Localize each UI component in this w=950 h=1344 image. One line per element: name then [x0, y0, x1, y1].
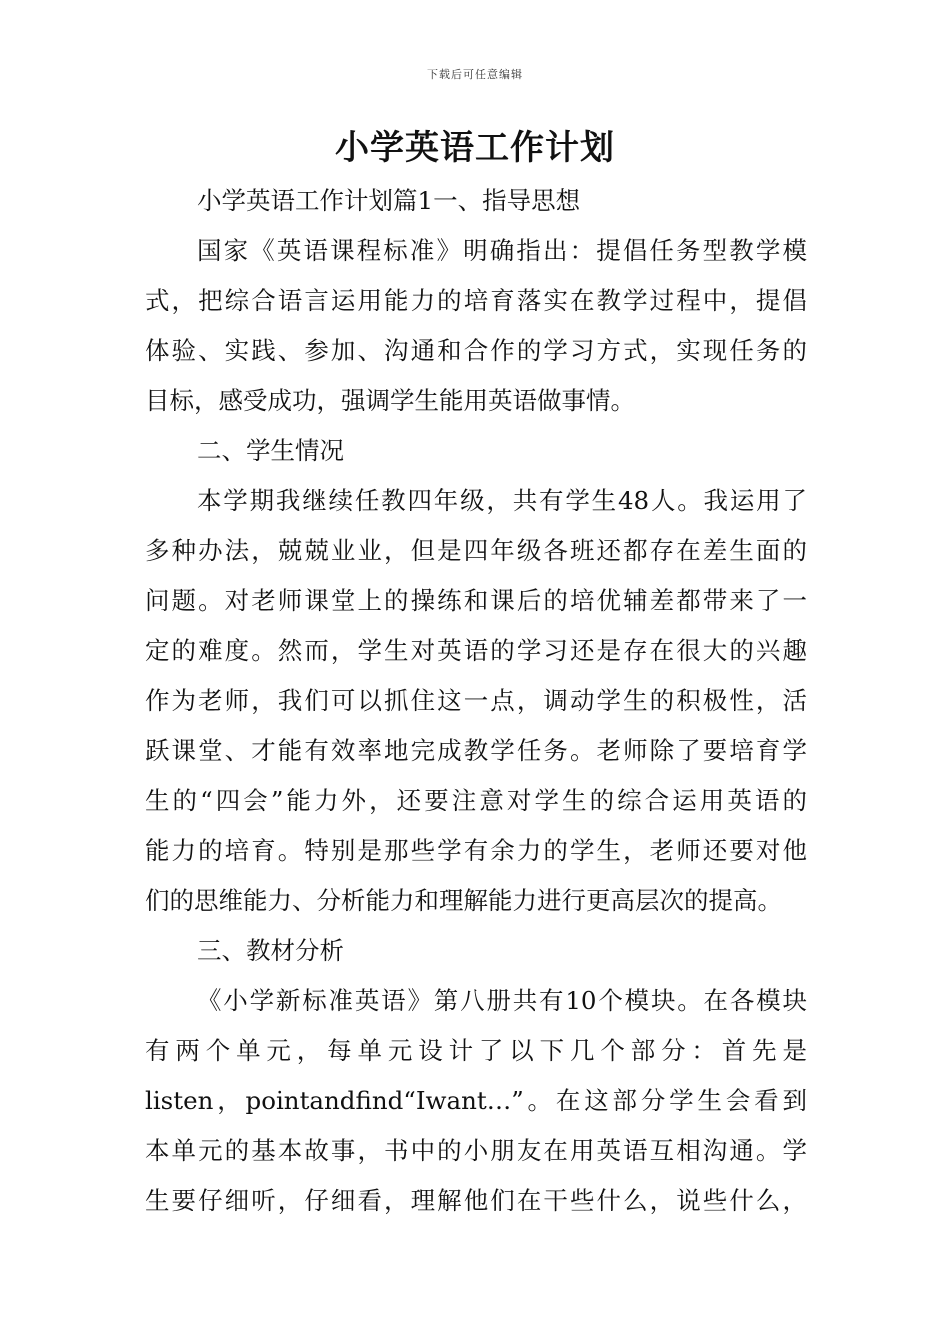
heading-student-situation: 二、学生情况: [197, 436, 344, 465]
paragraph-line: 定的难度。然而，学生对英语的学习还是存在很大的兴趣: [145, 636, 807, 665]
paragraph-line: 作为老师，我们可以抓住这一点，调动学生的积极性，活: [145, 686, 807, 715]
heading-guiding-thought: 小学英语工作计划篇1一、指导思想: [197, 186, 581, 215]
paragraph-line: 能力的培育。特别是那些学有余力的学生，老师还要对他: [145, 836, 807, 865]
paragraph-line: 多种办法，兢兢业业，但是四年级各班还都存在差生面的: [145, 536, 807, 565]
paragraph-line: 国家《英语课程标准》明确指出：提倡任务型教学模: [197, 236, 807, 265]
paragraph-line: 生的“四会”能力外，还要注意对学生的综合运用英语的: [145, 786, 807, 815]
paragraph-line: listen，pointandfind“Iwant…”。在这部分学生会看到: [145, 1086, 807, 1115]
document-title: 小学英语工作计划: [335, 128, 615, 168]
paragraph-line: 式，把综合语言运用能力的培育落实在教学过程中，提倡: [145, 286, 807, 315]
paragraph-line: 体验、实践、参加、沟通和合作的学习方式，实现任务的: [145, 336, 807, 365]
paragraph-line: 生要仔细听，仔细看，理解他们在干些什么，说些什么，: [145, 1186, 807, 1215]
paragraph-line: 们的思维能力、分析能力和理解能力进行更高层次的提高。: [145, 886, 782, 915]
paragraph-line: 跃课堂、才能有效率地完成教学任务。老师除了要培育学: [145, 736, 807, 765]
paragraph-line: 本学期我继续任教四年级，共有学生48人。我运用了: [197, 486, 807, 515]
paragraph-line: 目标，感受成功，强调学生能用英语做事情。: [145, 386, 635, 415]
header-note: 下载后可任意编辑: [427, 68, 523, 81]
heading-textbook-analysis: 三、教材分析: [197, 936, 344, 965]
paragraph-line: 《小学新标准英语》第八册共有10个模块。在各模块: [197, 986, 807, 1015]
paragraph-line: 本单元的基本故事，书中的小朋友在用英语互相沟通。学: [145, 1136, 807, 1165]
paragraph-line: 问题。对老师课堂上的操练和课后的培优辅差都带来了一: [145, 586, 807, 615]
document-body: [145, 176, 807, 1226]
paragraph-line: 有两个单元，每单元设计了以下几个部分：首先是: [145, 1036, 807, 1065]
